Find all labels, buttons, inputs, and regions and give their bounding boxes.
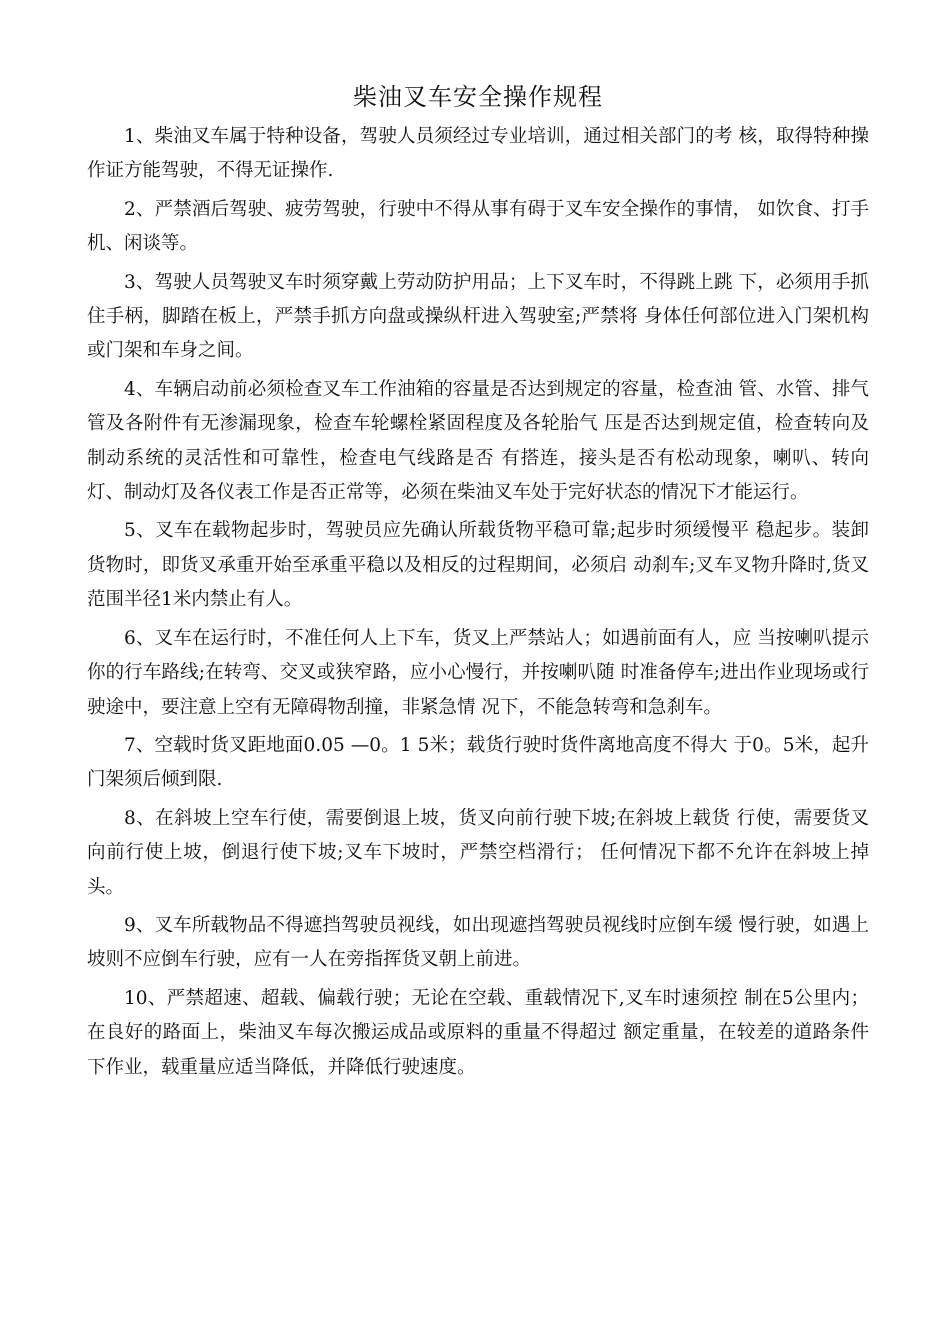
clause-9: 9、叉车所载物品不得遮挡驾驶员视线，如出现遮挡驾驶员视线时应倒车缓 慢行驶，如遇上坡则不应倒车行驶，应有一人在旁指挥货叉朝上前进。 [87,914,869,971]
clause-8: 8、在斜坡上空车行使，需要倒退上坡，货叉向前行驶下坡;在斜坡上载货 行使，需要货叉向前行使上坡，倒退行使下坡;叉车下坡时，严禁空档滑行； 任何情况下都不允许在斜坡上掉头。 [87,807,869,898]
clause-3: 3、驾驶人员驾驶叉车时须穿戴上劳动防护用品；上下叉车时，不得跳上跳 下，必须用手抓住手柄，脚踏在板上，严禁手抓方向盘或操纵杆进入驾驶室;严禁将 身体任何部位进入门架机构或门架和车身之间。 [87,271,869,362]
clause-1: 1、柴油叉车属于特种设备，驾驶人员须经过专业培训，通过相关部门的考 核，取得特种操作证方能驾驶，不得无证操作. [87,126,869,182]
clause-6: 6、叉车在运行时，不准任何人上下车，货叉上严禁站人；如遇前面有人，应 当按喇叭提示你的行车路线;在转弯、交叉或狭窄路，应小心慢行，并按喇叭随 时准备停车;进出作业现场或行驶途中，要注意上空有无障碍物刮撞，非紧急情 况下，不能急转弯和急刹车。 [87,627,869,718]
document-title: 柴油叉车安全操作规程 [353,83,603,111]
clause-10: 10、严禁超速、超载、偏载行驶；无论在空载、重载情况下,叉车时速须控 制在5公里内；在良好的路面上，柴油叉车每次搬运成品或原料的重量不得超过 额定重量，在较差的道路条件下作业，载重量应适当降低，并降低行驶速度。 [87,987,869,1078]
clause-4: 4、车辆启动前必须检查叉车工作油箱的容量是否达到规定的容量，检查油 管、水管、排气管及各附件有无渗漏现象，检查车轮螺栓紧固程度及各轮胎气 压是否达到规定值，检查转向及制动系统的灵活性和可靠性，检查电气线路是否 有搭连，接头是否有松动现象，喇叭、转向灯、制动灯及各仪表工作是否正常等，必须在柴油叉车处于完好状态的情况下才能运行。 [87,378,869,504]
clause-5: 5、叉车在载物起步时，驾驶员应先确认所载货物平稳可靠;起步时须缓慢平 稳起步。装卸货物时，即货叉承重开始至承重平稳以及相反的过程期间，必须启 动刹车;叉车叉物升降时,货叉范围半径1米内禁止有人。 [87,520,869,611]
clause-7: 7、空载时货叉距地面0.05 —0。1 5米；载货行驶时货件离地高度不得大 于0。5米，起升门架须后倾到限. [87,734,869,791]
document-body [87,76,869,1089]
clause-2: 2、严禁酒后驾驶、疲劳驾驶，行驶中不得从事有碍于叉车安全操作的事情， 如饮食、打手机、闲谈等。 [87,198,869,255]
